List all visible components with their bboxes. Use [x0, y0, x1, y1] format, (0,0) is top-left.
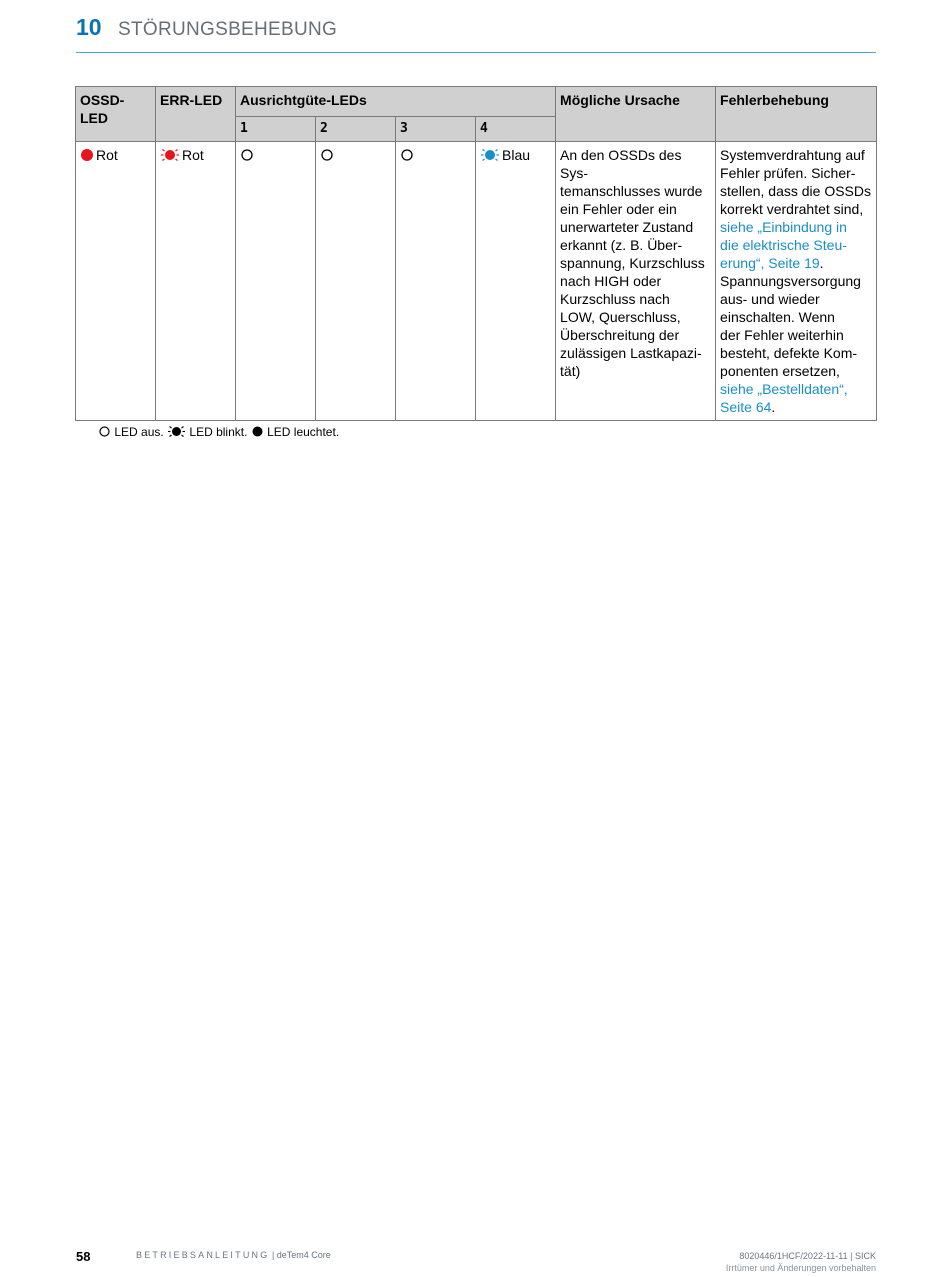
cause-line: temanschlusses wurde: [560, 183, 703, 199]
cause-line: An den OSSDs des Sys-: [560, 147, 682, 181]
remedy-line: ponenten ersetzen,: [720, 363, 840, 379]
led-off-icon: [240, 148, 254, 162]
remedy-line: aus- und wieder: [720, 291, 820, 307]
troubleshooting-table: [75, 86, 877, 421]
header-led-4: 4: [476, 117, 556, 142]
footer-info: 8020446/1HCF/2022-11-11 | SICK Irrtümer und Änderungen vorbehalten: [725, 1251, 876, 1273]
wiring-link-line[interactable]: erung“, Seite 19: [720, 255, 820, 271]
legend-blinking: LED blinkt.: [189, 425, 248, 439]
led-4-color: Blau: [502, 147, 531, 163]
led-on-icon: [251, 425, 264, 438]
page-header: [76, 14, 876, 53]
cell-led-1: [236, 142, 316, 421]
led-blink-icon: [167, 425, 186, 438]
wiring-link-line[interactable]: siehe „Einbindung in: [720, 219, 847, 235]
legend-on: LED leuchtet.: [267, 425, 340, 439]
order-data-link-line[interactable]: Seite 64: [720, 399, 772, 415]
header-led-2: 2: [316, 117, 396, 142]
cause-line: tät): [560, 363, 581, 379]
led-off-icon: [320, 148, 334, 162]
cause-line: Überschreitung der: [560, 327, 680, 343]
cause-line: zulässigen Lastkapazi-: [560, 345, 702, 361]
cell-led-2: [316, 142, 396, 421]
err-led-color: Rot: [182, 147, 204, 163]
led-on-red-icon: [80, 148, 94, 162]
wiring-link[interactable]: [720, 218, 872, 272]
cause-line: nach HIGH oder: [560, 273, 662, 289]
disclaimer: Irrtümer und Änderungen vorbehalten: [725, 1263, 876, 1273]
cell-led-4: [476, 142, 556, 421]
legend-off: LED aus.: [114, 425, 164, 439]
remedy-line: besteht, defekte Kom-: [720, 345, 858, 361]
doc-type: BETRIEBSANLEITUNG: [136, 1250, 270, 1260]
cell-remedy: [716, 142, 877, 421]
remedy-line: Fehler prüfen. Sicher-: [720, 165, 856, 181]
wiring-link-line[interactable]: die elektrische Steu-: [720, 237, 847, 253]
separator: |: [271, 1250, 277, 1260]
period: .: [819, 255, 824, 271]
cell-led-3: [396, 142, 476, 421]
chapter-title: STÖRUNGSBEHEBUNG: [118, 19, 338, 40]
cause-line: unerwarteter Zustand: [560, 219, 694, 235]
product-name: deTem4 Core: [276, 1250, 331, 1260]
led-off-icon: [98, 425, 111, 438]
led-blink-red-icon: [160, 148, 180, 162]
order-data-link-line[interactable]: siehe „Bestelldaten“,: [720, 381, 848, 397]
remedy-line: einschalten. Wenn: [720, 309, 835, 325]
order-data-link[interactable]: [720, 380, 872, 416]
cause-line: spannung, Kurzschluss: [560, 255, 705, 271]
remedy-line: stellen, dass die OSSDs: [720, 183, 872, 199]
table-row: [76, 142, 877, 421]
doc-id: 8020446/1HCF/2022-11-11: [739, 1251, 848, 1261]
header-alignment-leds: Ausrichtgüte-LEDs: [236, 87, 556, 117]
ossd-led-color: Rot: [96, 147, 118, 163]
remedy-line: Systemverdrahtung auf: [720, 147, 865, 163]
remedy-line: korrekt verdrahtet sind,: [720, 201, 864, 217]
led-off-icon: [400, 148, 414, 162]
header-ossd-led: OSSD-LED: [76, 87, 156, 142]
remedy-line: der Fehler weiterhin: [720, 327, 844, 343]
cause-line: ein Fehler oder ein: [560, 201, 677, 217]
chapter-number: 10: [76, 14, 102, 40]
header-led-3: 3: [396, 117, 476, 142]
header-err-led: ERR-LED: [156, 87, 236, 142]
cause-line: LOW, Querschluss,: [560, 309, 681, 325]
remedy-line: Spannungsversorgung: [720, 273, 861, 289]
cell-err-led: [156, 142, 236, 421]
led-blink-blue-icon: [480, 148, 500, 162]
period: .: [771, 399, 776, 415]
led-legend: [98, 425, 339, 439]
cell-cause: [556, 142, 716, 421]
cell-ossd-led: [76, 142, 156, 421]
header-led-1: 1: [236, 117, 316, 142]
header-cause: Mögliche Ursache: [556, 87, 716, 142]
cause-line: erkannt (z. B. Über-: [560, 237, 683, 253]
header-remedy: Fehlerbehebung: [716, 87, 877, 142]
footer-doc-title: [136, 1250, 331, 1260]
brand: SICK: [854, 1251, 876, 1261]
page-number: 58: [76, 1249, 91, 1264]
cause-line: Kurzschluss nach: [560, 291, 670, 307]
